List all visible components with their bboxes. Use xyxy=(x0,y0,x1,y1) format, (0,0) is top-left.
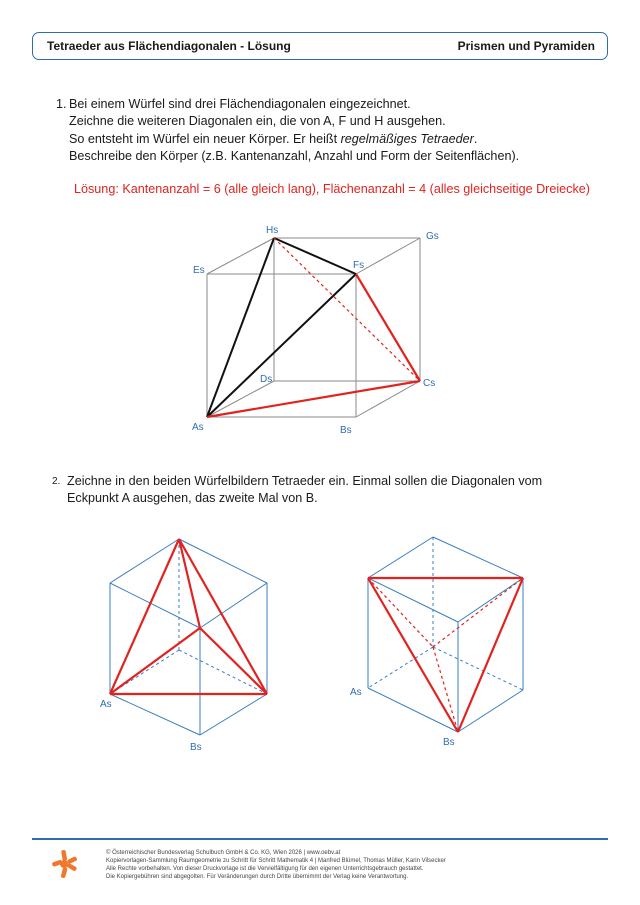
task-1-line-1: Bei einem Würfel sind drei Flächendiagonalen eingezeichnet. xyxy=(69,97,411,111)
footer-line-1: © Österreichischer Bundesverlag Schulbuch GmbH & Co. KG, Wien 2026 | www.oebv.at xyxy=(106,850,341,856)
task-1-line-2: Zeichne die weiteren Diagonalen ein, die von A, F und H ausgehen. xyxy=(69,114,446,129)
footer-line-3: Alle Rechte vorbehalten. Von dieser Druckvorlage ist die Vervielfältigung für den eigenen Unterrichtsgebrauch gestattet. xyxy=(106,865,424,872)
left-vertex-label-b: Bs xyxy=(190,742,202,753)
task-1-number: 1. xyxy=(56,97,67,111)
right-vertex-label-b: Bs xyxy=(443,737,455,748)
italic-suffix: . xyxy=(473,131,478,146)
vertex-label-d: Ds xyxy=(260,374,273,385)
task-1-line-3-text: So entsteht im Würfel ein neuer Körper. Er heißt xyxy=(69,131,341,146)
footer-line-4: Die Kopiergebühren sind abgegolten. Für Veränderungen durch Dritte übernimmt der Verlag keine Verantwortung. xyxy=(106,873,409,880)
task-2-line-2: Eckpunkt A ausgehen, das zweite Mal von B. xyxy=(67,490,318,505)
oebv-star-logo-icon xyxy=(50,848,80,880)
solution-text: Lösung: Kantenanzahl = 6 (alle gleich lang), Flächenanzahl = 4 (alles gleichseitige Dreiecke) xyxy=(74,182,590,196)
right-vertex-label-a: As xyxy=(350,687,362,698)
left-vertex-label-a: As xyxy=(100,699,112,710)
worksheet-title: Tetraeder aus Flächendiagonalen - Lösung xyxy=(47,39,291,53)
footer-divider xyxy=(32,838,608,840)
footer-text xyxy=(106,850,446,882)
footer-line-2: Kopiervorlagen-Sammlung Raumgeometrie zu Schritt für Schritt Mathematik 4 | Manfred Blümel, Thomas Müller, Karin Vilsecker xyxy=(106,857,446,864)
vertex-label-g: Gs xyxy=(426,231,439,242)
task-1-line-4: Beschreibe den Körper (z.B. Kantenanzahl, Anzahl und Form der Seitenflächen). xyxy=(69,148,520,163)
chapter-title: Prismen und Pyramiden xyxy=(457,39,595,53)
vertex-label-h: Hs xyxy=(266,225,279,236)
task-2-number: 2. xyxy=(52,476,61,487)
vertex-label-c: Cs xyxy=(423,378,436,389)
task-2-line-1: Zeichne in den beiden Würfelbildern Tetraeder ein. Einmal sollen die Diagonalen vom xyxy=(67,474,543,488)
vertex-label-a: As xyxy=(192,422,204,433)
vertex-label-f: Fs xyxy=(353,260,365,271)
vertex-label-e: Es xyxy=(193,265,205,276)
vertex-label-b: Bs xyxy=(340,425,352,436)
italic-term: regelmäßiges Tetraeder xyxy=(340,131,474,146)
